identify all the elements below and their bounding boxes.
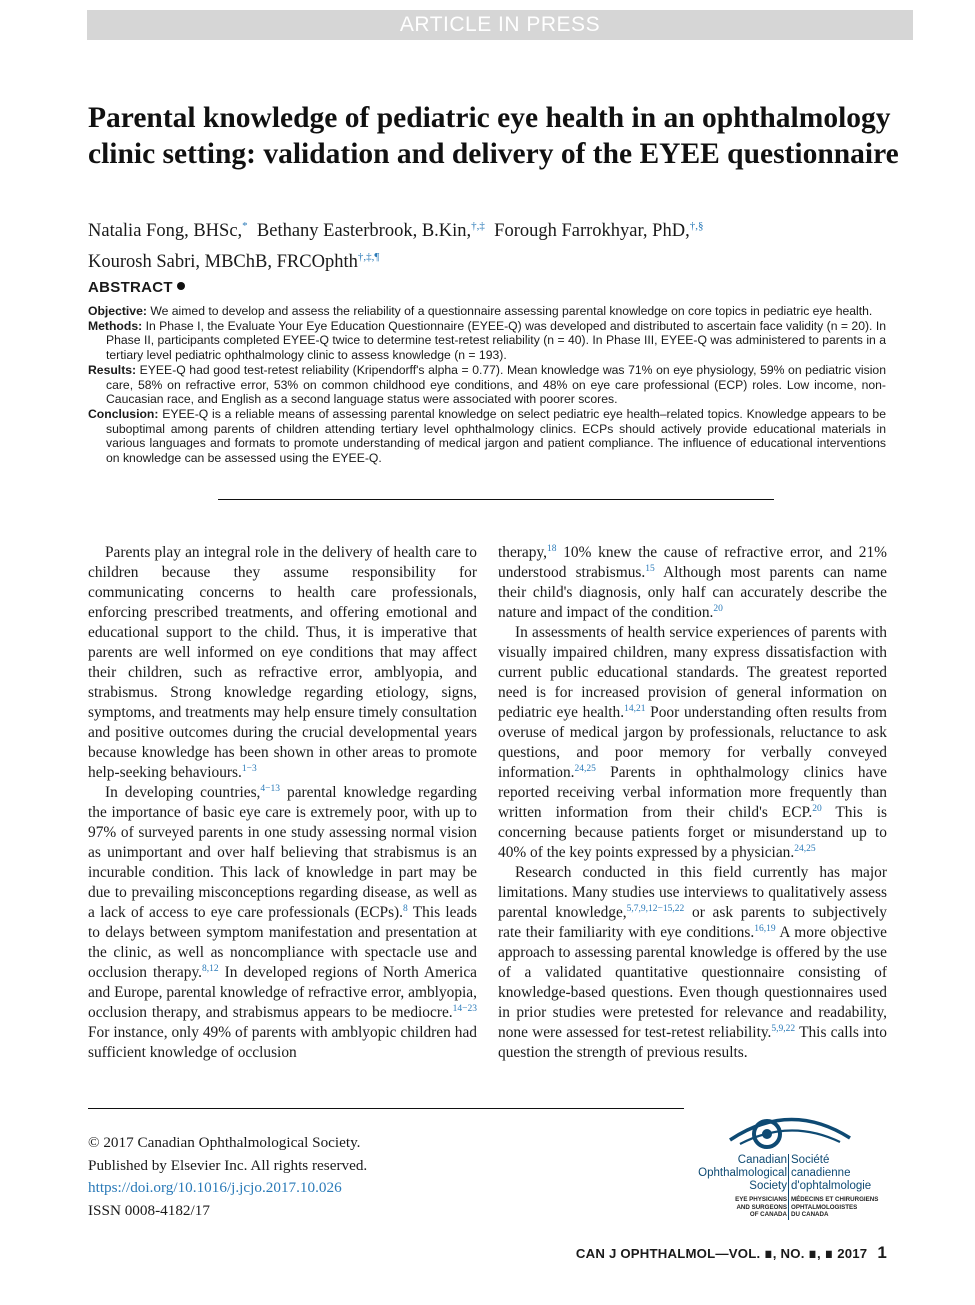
abstract-results: Results: EYEE-Q had good test-retest reliability (Kripendorff's alpha = 0.77). Mean knowledge was 71% on eye physiology, 59% on pediatric vision care, 58% on refractive error, 53% on common childhood eye conditions, and 48% on eye care professional (ECP) roles. Low income, non-Caucasian race, and English as a second language status were associated with poorer scores. — [88, 362, 886, 407]
page-number: 1 — [877, 1243, 887, 1262]
author-name: Natalia Fong, BHSc, — [88, 221, 243, 242]
logo-english-name: Canadian Ophthalmological Society — [698, 1154, 787, 1192]
article-title: Parental knowledge of pediatric eye health in an ophthalmology clinic setting: validation and delivery of the EYEE questionnaire — [88, 102, 899, 170]
citation-reference[interactable]: 4−13 — [260, 783, 281, 794]
logo-divider — [788, 1154, 789, 1220]
abstract-label: Methods: — [88, 318, 143, 333]
citation-reference[interactable]: 14,21 — [624, 703, 646, 714]
abstract-label: Objective: — [88, 304, 147, 318]
citation-reference[interactable]: 8 — [403, 903, 408, 914]
logo-french-name: Société canadienne d'ophtalmologie — [791, 1154, 872, 1192]
abstract-divider — [218, 499, 774, 500]
publication-info — [88, 1132, 548, 1222]
affiliation-mark[interactable]: * — [242, 220, 248, 232]
affiliation-mark[interactable]: †,‡,¶ — [357, 251, 380, 264]
footer-divider — [88, 1108, 684, 1109]
body-column-right — [498, 543, 887, 1063]
abstract-label: Conclusion: — [88, 406, 159, 421]
cos-logo — [690, 1110, 890, 1225]
author-name: Kourosh Sabri, MBChB, FRCOphth — [88, 252, 358, 273]
copyright-line: © 2017 Canadian Ophthalmological Society. — [88, 1134, 361, 1151]
body-paragraph: Research conducted in this field currently has major limitations. Many studies use interviews to qualitatively assess parental knowledge,$^{5,7,9,12-15,22}$ or ask parents to subjectively rate their familiarity with eye conditions.$^{16,19}$ A more objective approach to assessing parental knowledge is offered by the use of a validated quantitative questionnaire consisting of knowledge-based questions. Even though questionnaires used in prior studies were pretested for relevance and readability, none were assessed for test-retest reliability.$^{5,9,22}$ This calls into question the strength of previous results. — [498, 864, 888, 1061]
eye-icon — [690, 1110, 890, 1154]
body-column-left — [88, 543, 477, 1063]
bullet-icon — [177, 282, 185, 290]
logo-english-subtitle: EYE PHYSICIANS AND SURGEONS OF CANADA — [735, 1196, 787, 1218]
citation-reference[interactable]: 5,9,22 — [771, 1023, 796, 1034]
citation-reference[interactable]: 8,12 — [202, 963, 219, 974]
citation-reference[interactable]: 20 — [713, 603, 723, 614]
abstract-heading: ABSTRACT — [88, 279, 185, 296]
citation-reference[interactable]: 24,25 — [794, 843, 816, 854]
citation-reference[interactable]: 1−3 — [241, 763, 257, 774]
issn-line: ISSN 0008-4182/17 — [88, 1201, 210, 1219]
abstract-methods: Methods: In Phase I, the Evaluate Your Eye Education Questionnaire (EYEE-Q) was developed and distributed to ascertain face validity (n = 20). In Phase II, participants completed EYEE-Q twice to determine test-retest reliability (n = 40). In Phase III, EYEE-Q was administered to parents in a tertiary level pediatric ophthalmology clinic to assess knowledge (n = 193). — [88, 318, 886, 363]
abstract-conclusion: Conclusion: EYEE-Q is a reliable means of assessing parental knowledge on select pediatric eye health–related topics. Knowledge appears to be suboptimal among parents of children attending tertiary level ophthalmology clinics. ECPs should actively provide educational materials in various languages and formats to promote understanding of medical jargon and patient compliance. The influence of educational interventions on knowledge can be assessed using the EYEE-Q. — [88, 406, 886, 466]
citation-reference[interactable]: 15 — [645, 563, 655, 574]
article-in-press-banner: ARTICLE IN PRESS — [87, 10, 913, 40]
author-list — [88, 213, 903, 275]
author-name: Bethany Easterbrook, B.Kin, — [256, 221, 472, 242]
body-paragraph: Parents play an integral role in the delivery of health care to children because they assume responsibility for communicating concerns to health care professionals, enforcing prescribed treatments, and offering emotional and educational support to the child. Thus, it is imperative that parents are well informed on eye conditions that may affect their children, such as refractive error, amblyopia, and strabismus. Strong knowledge regarding etiology, signs, symptoms, and treatments may help ensure timely consultation and positive outcomes during the crucial developmental years because knowledge has been shown in other areas to promote help-seeking behaviours.$^{1-3}$ — [88, 544, 477, 781]
affiliation-mark[interactable]: †,‡ — [471, 220, 485, 232]
doi-link[interactable]: https://doi.org/10.1016/j.jcjo.2017.10.026 — [88, 1179, 342, 1196]
citation-reference[interactable]: 16,19 — [754, 923, 776, 934]
citation-reference[interactable]: 14−23 — [452, 1003, 477, 1014]
citation-reference[interactable]: 24,25 — [574, 763, 596, 774]
body-paragraph: therapy,$^{18}$ 10% knew the cause of refractive error, and 21% understood strabismus.$^{15}$ Although most parents can name their child's diagnosis, only half can accurately describe the nature and impact of the condition.$^{20}$ — [498, 543, 887, 621]
author-name: Forough Farrokhyar, PhD, — [494, 221, 690, 242]
citation-reference[interactable]: 5,7,9,12−15,22 — [626, 903, 685, 914]
journal-citation: CAN J OPHTHALMOL—VOL. ∎, NO. ∎, ∎ 2017 — [575, 1246, 868, 1261]
abstract-label: Results: — [88, 362, 137, 377]
affiliation-mark[interactable]: †,§ — [689, 220, 704, 232]
citation-reference[interactable]: 18 — [547, 543, 557, 554]
body-paragraph: In assessments of health service experiences of parents with visually impaired children, many express dissatisfaction with current public educational standards. The greatest reported need is for increased provision of general information on pediatric eye health.$^{14,21}$ Poor understanding often results from overuse of medical jargon by professionals, reluctance to ask questions, and poor memory for verbally conveyed information.$^{24,25}$ Parents in ophthalmology clinics have reported receiving verbal information more frequently than written information from their child's ECP.$^{20}$ This is concerning because patients forget or misunderstand up to 40% of the key points expressed by a physician.$^{24,25}$ — [498, 624, 888, 861]
citation-reference[interactable]: 20 — [812, 803, 822, 814]
logo-french-subtitle: MÉDECINS ET CHIRURGIENS OPHTALMOLOGISTES DU CANADA — [791, 1196, 879, 1218]
running-head — [576, 1243, 887, 1263]
body-paragraph: In developing countries,$^{4-13}$ parental knowledge regarding the importance of basic eye care is extremely poor, with up to 97% of surveyed parents in one study assessing normal vision as unimportant and over half believing that strabismus is an incurable condition. This lack of knowledge in part may be due to prevailing misconceptions regarding disease, as well as a lack of access to eye care professionals (ECPs).$^8$ This leads to delays between symptom manifestation and presentation at the clinic, as well as noncompliance with spectacle use and occlusion therapy.$^{8,12}$ In developed regions of North America and Europe, parental knowledge of refractive error, amblyopia, occlusion therapy, and strabismus appears to be mediocre.$^{14-23}$ For instance, only 49% of parents with amblyopic children had sufficient knowledge of occlusion — [88, 783, 478, 1061]
abstract — [88, 304, 886, 466]
publisher-line: Published by Elsevier Inc. All rights reserved. — [88, 1156, 368, 1174]
abstract-objective: Objective: We aimed to develop and assess the reliability of a questionnaire assessing parental knowledge on core topics in pediatric eye health. — [88, 304, 873, 318]
